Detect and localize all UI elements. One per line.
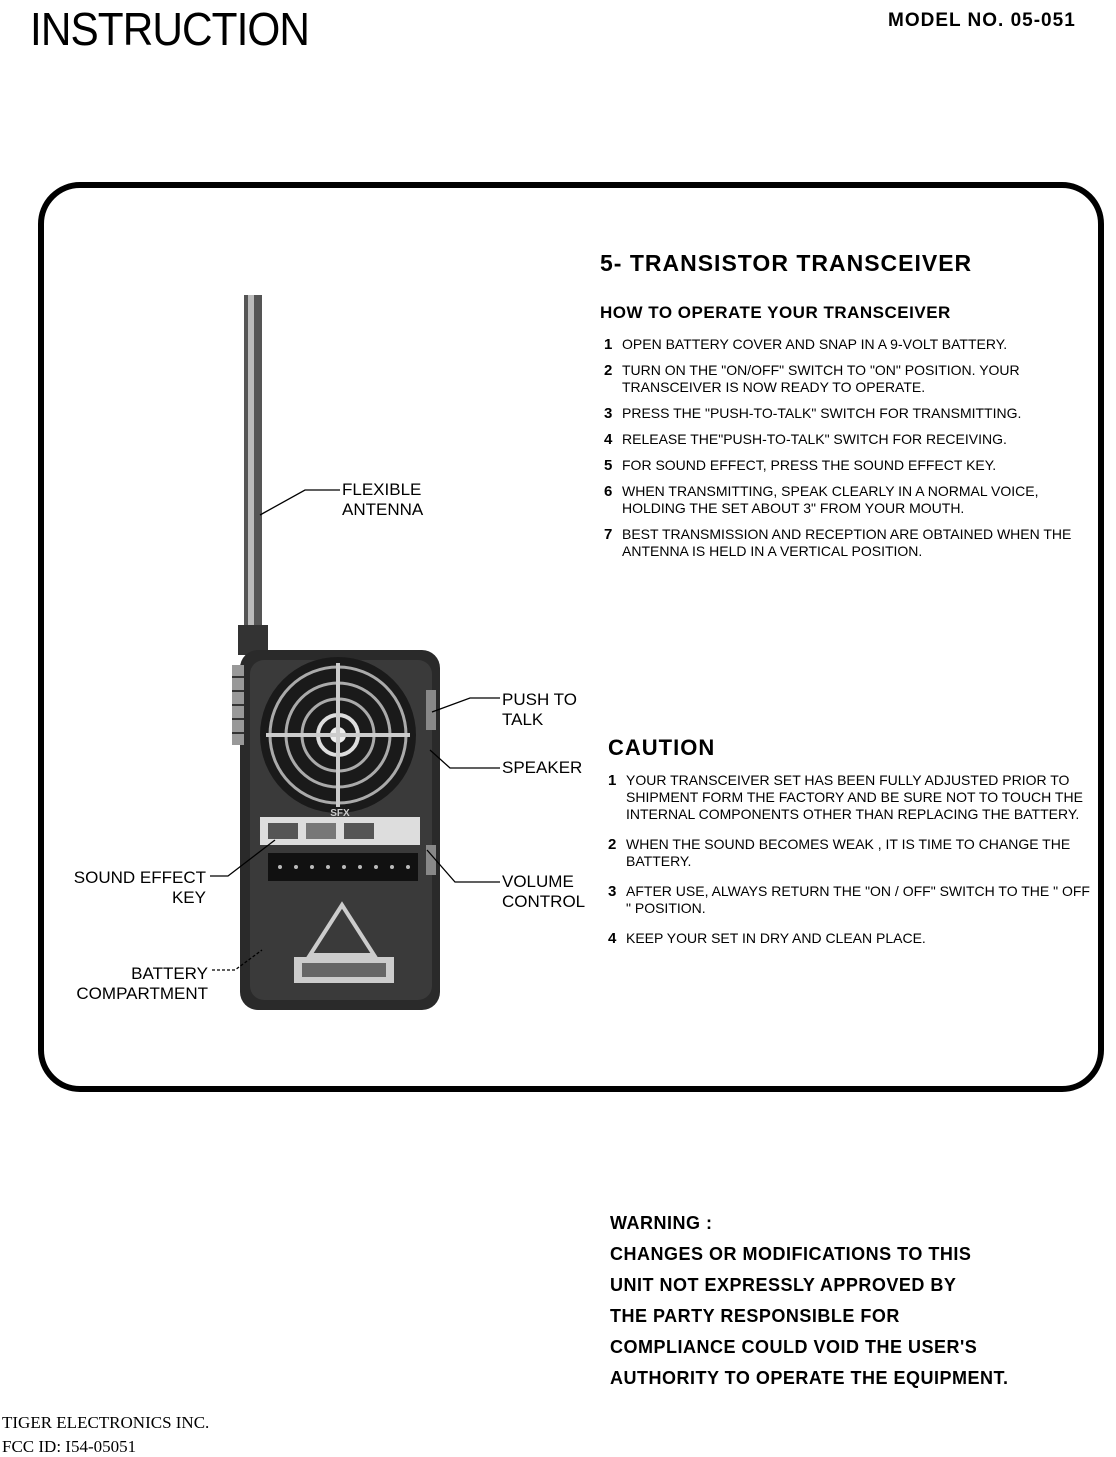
volume-knob xyxy=(426,845,436,875)
callout-flexible-antenna: FLEXIBLE ANTENNA xyxy=(342,480,424,519)
transceiver-illustration xyxy=(230,285,445,1015)
list-item: 4 RELEASE THE"PUSH-TO-TALK" SWITCH FOR RECEIVING. xyxy=(604,431,1007,448)
speaker-grille xyxy=(260,657,416,813)
list-item: 3 AFTER USE, ALWAYS RETURN THE "ON / OFF" SWITCH TO THE " OFF " POSITION. xyxy=(608,883,1090,916)
list-item: 4 KEEP YOUR SET IN DRY AND CLEAN PLACE. xyxy=(608,930,926,947)
section-title: 5- TRANSISTOR TRANSCEIVER xyxy=(600,250,973,276)
grip-ridges xyxy=(232,665,244,745)
list-item: 6 WHEN TRANSMITTING, SPEAK CLEARLY IN A NORMAL VOICE, HOLDING THE SET ABOUT 3" FROM YOUR MOUTH. xyxy=(604,483,1039,516)
push-to-talk-switch xyxy=(426,690,436,730)
caution-title: CAUTION xyxy=(608,735,716,760)
list-item: 2 TURN ON THE "ON/OFF" SWITCH TO "ON" POSITION. YOUR TRANSCEIVER IS NOW READY TO OPERATE. xyxy=(604,362,1020,395)
warning-heading: WARNING : xyxy=(610,1213,713,1233)
list-item: 1 YOUR TRANSCEIVER SET HAS BEEN FULLY ADJUSTED PRIOR TO SHIPMENT FORM THE FACTORY AND BE SURE NOT TO TOUCH THE INTERNAL COMPONENTS OTHER THAN REPLACING THE BATTERY. xyxy=(608,772,1083,822)
callout-speaker: SPEAKER xyxy=(502,758,583,777)
callout-push-to-talk: PUSH TO TALK xyxy=(502,690,577,729)
list-item: 2 WHEN THE SOUND BECOMES WEAK , IT IS TIME TO CHANGE THE BATTERY. xyxy=(608,836,1071,869)
sound-effect-key xyxy=(268,823,298,839)
fcc-id: FCC ID: I54-05051 xyxy=(2,1437,137,1456)
company-name: TIGER ELECTRONICS INC. xyxy=(2,1413,210,1432)
callout-battery-compartment: BATTERY COMPARTMENT xyxy=(76,964,208,1003)
warning-block: WARNING : CHANGES OR MODIFICATIONS TO THIS UNIT NOT EXPRESSLY APPROVED BY THE PARTY RESPONSIBLE FOR COMPLIANCE COULD VOID THE USER'S AUTHORITY TO OPERATE THE EQUIPMENT. xyxy=(610,1208,1009,1394)
list-item: 5 FOR SOUND EFFECT, PRESS THE SOUND EFFECT KEY. xyxy=(604,457,997,474)
list-item: 3 PRESS THE "PUSH-TO-TALK" SWITCH FOR TRANSMITTING. xyxy=(604,405,1022,422)
list-item: 7 BEST TRANSMISSION AND RECEPTION ARE OBTAINED WHEN THE ANTENNA IS HELD IN A VERTICAL POSITION. xyxy=(604,526,1072,559)
sfx-panel-label: SFX xyxy=(330,808,350,819)
instruction-steps xyxy=(604,336,1104,569)
callout-sound-effect-key: SOUND EFFECT KEY xyxy=(73,868,206,907)
list-item: 1 OPEN BATTERY COVER AND SNAP IN A 9-VOLT BATTERY. xyxy=(604,336,1008,353)
callout-volume-control: VOLUME CONTROL xyxy=(502,872,586,911)
section-subtitle: HOW TO OPERATE YOUR TRANSCEIVER xyxy=(600,303,951,322)
model-number: MODEL NO. 05-051 xyxy=(888,10,1076,31)
page-title: INSTRUCTION xyxy=(30,3,310,55)
caution-list xyxy=(608,772,1098,960)
